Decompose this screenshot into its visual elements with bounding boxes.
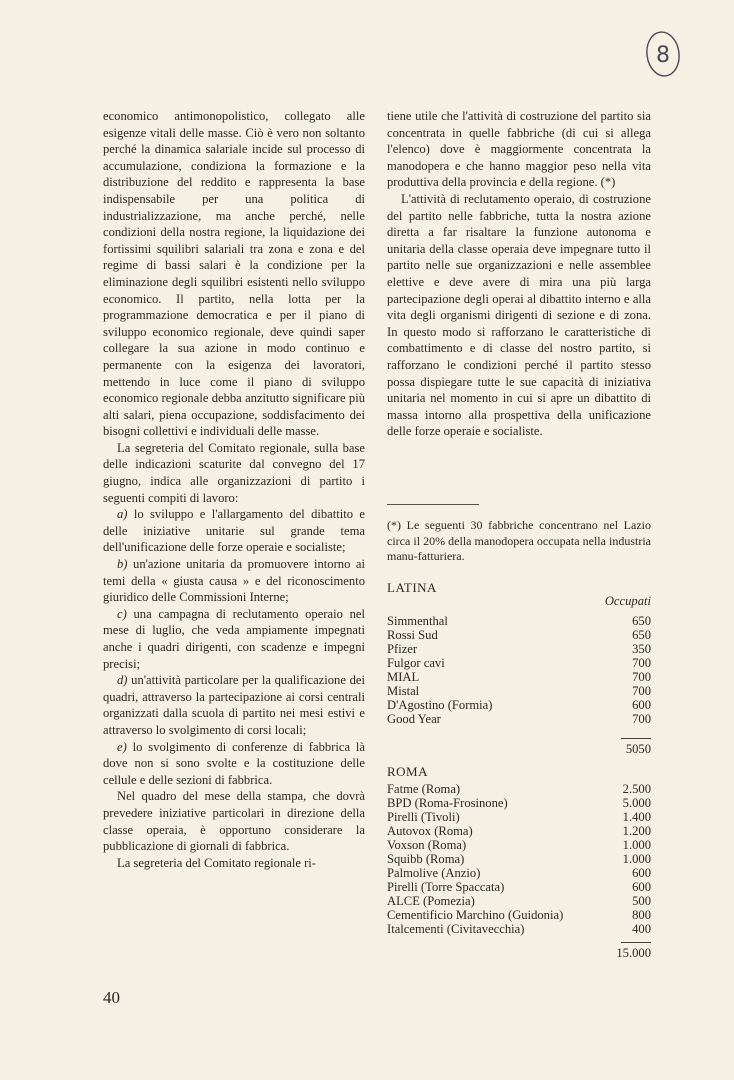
latina-sum-line [621, 738, 651, 739]
right-paragraph-1: tiene utile che l'attività di costruzione del partito sia concentrata in quelle fabbriche (di cui si allega l'elenco) dove è maggiormente concentrata la manodopera e che hanno maggior peso nella vita produttiva della provincia e della regione. (*) [387, 109, 651, 190]
section-heading-roma: ROMA [387, 764, 429, 779]
left-column [103, 108, 365, 871]
table-row [387, 642, 651, 656]
factory-name: Italcementi (Civitavecchia) [387, 922, 525, 936]
section-heading-latina: LATINA [387, 580, 437, 595]
task-item-letter: b) [117, 557, 128, 572]
roma-total: 15.000 [616, 946, 651, 960]
factory-employees: 1.400 [622, 810, 651, 824]
left-paragraph-4: La segreteria del Comitato regionale ri- [117, 855, 316, 870]
table-row [387, 628, 651, 642]
table-row [387, 838, 651, 852]
factory-name: Pirelli (Torre Spaccata) [387, 880, 505, 894]
factory-employees: 350 [632, 642, 651, 656]
table-row [387, 782, 651, 796]
table-row [387, 684, 651, 698]
page-number: 40 [103, 988, 120, 1007]
factory-employees: 1.200 [622, 824, 651, 838]
table-row [387, 852, 651, 866]
factory-employees: 1.000 [622, 838, 651, 852]
task-item-text: lo sviluppo e l'allargamento del dibattito e delle iniziative unitarie sul grande tema dell'unificazione delle forze operaie e socialiste; [103, 507, 365, 555]
task-item-letter: e) [117, 739, 127, 754]
factory-name: Pfizer [387, 642, 418, 656]
table-row [387, 810, 651, 824]
task-item-text: un'azione unitaria da promuovere intorno ai temi della « giusta causa » e del riconoscimento giuridico delle Commissioni Interne; [103, 557, 365, 605]
table-row [387, 712, 651, 726]
factory-employees: 500 [632, 894, 651, 908]
factory-employees: 650 [632, 628, 651, 642]
table-row [387, 894, 651, 908]
factory-name: Simmenthal [387, 614, 448, 628]
factory-name: Rossi Sud [387, 628, 438, 642]
right-column [387, 108, 651, 440]
task-item-letter: c) [117, 606, 127, 621]
factory-employees: 700 [632, 656, 651, 670]
factory-employees: 700 [632, 670, 651, 684]
footnote: (*) Le seguenti 30 fabbriche concentrano nel Lazio circa il 20% della manodopera occupata nella industria manu-fatturiera. [387, 518, 651, 563]
task-item-b [103, 556, 365, 606]
task-item-d [103, 672, 365, 738]
factory-name: MIAL [387, 670, 420, 684]
table-row [387, 656, 651, 670]
factory-name: Good Year [387, 712, 441, 726]
factory-employees: 800 [632, 908, 651, 922]
task-item-letter: d) [117, 673, 128, 688]
roma-sum-line [621, 942, 651, 943]
table-row [387, 824, 651, 838]
footnote-divider [387, 504, 479, 505]
factory-employees: 1.000 [622, 852, 651, 866]
factory-name: Cementificio Marchino (Guidonia) [387, 908, 564, 922]
task-item-text: lo svolgimento di conferenze di fabbrica là dove non si sono svolte e la costituzione delle cellule e delle sezioni di fabbrica. [103, 739, 365, 787]
factory-name: Fulgor cavi [387, 656, 445, 670]
table-row [387, 866, 651, 880]
factory-name: Pirelli (Tivoli) [387, 810, 460, 824]
factory-employees: 700 [632, 684, 651, 698]
left-paragraph-2: La segreteria del Comitato regionale, sulla base delle indicazioni scaturite dal convegno del 17 giugno, indica alle organizzazioni di partito i seguenti compiti di lavoro: [103, 440, 365, 505]
right-paragraph-2: L'attività di reclutamento operaio, di costruzione del partito nelle fabbriche, tutta la nostra azione diretta a far risaltare la funzione autonoma e unitaria della classe operaia deve impegnare tutto il partito nelle sue organizzazioni e nelle assemblee elettive e deve avere di mira una più larga partecipazione degli operai al dibattito interno e alla vita degli organismi dirigenti di sezione e di zona. In questo modo si rafforzano le caratteristiche di combattimento e di classe del nostro partito, si rafforzano le condizioni perché il partito stesso possa dispiegare tutte le sue capacità di iniziativa unitaria nel momento in cui si apre un dibattito di massa intorno alla prospettiva della unificazione delle forze operaie e socialiste. [387, 191, 651, 439]
table-row [387, 614, 651, 628]
occupati-column-header: Occupati [604, 594, 651, 608]
table-row [387, 908, 651, 922]
table-row [387, 670, 651, 684]
factory-employees: 650 [632, 614, 651, 628]
table-row [387, 698, 651, 712]
factory-employees: 600 [632, 866, 651, 880]
left-paragraph-3: Nel quadro del mese della stampa, che dovrà prevedere iniziative particolari in direzione della classe operaia, è opportuno considerare la pubblicazione di giornali di fabbrica. [103, 789, 365, 854]
factory-name: Mistal [387, 684, 420, 698]
factory-employees: 600 [632, 880, 651, 894]
factory-name: Fatme (Roma) [387, 782, 461, 796]
roma-factory-table [387, 782, 651, 936]
factory-name: Voxson (Roma) [387, 838, 467, 852]
handwritten-page-mark [643, 28, 683, 80]
left-paragraph-1: economico antimonopolistico, collegato alle esigenze vitali delle masse. Ciò è vero non soltanto perché la dinamica salariale incide sul processo di accumulazione, condiziona la formazione e la distribuzione del reddito e rappresenta la base indispensabile per una politica di industrializzazione, ma anche perché, nelle condizioni della nostra regione, la liquidazione dei fortissimi squilibri salariali tra zona e zona e del regime di bassi salari è la condizione per la eliminazione degli squilibri esistenti nello sviluppo economico. Il partito, nella lotta per la programmazione democratica e per il piano di sviluppo economico regionale, deve quindi saper collegare la sua azione in modo continuo e permanente con la esigenza dei lavoratori, mettendo in luce come il piano di sviluppo economico regionale debba anzitutto significare più alti salari, piena occupazione, soddisfacimento dei bisogni collettivi e individuali delle masse. [103, 109, 365, 439]
factory-name: ALCE (Pomezia) [387, 894, 475, 908]
factory-employees: 2.500 [622, 782, 651, 796]
factory-name: Autovox (Roma) [387, 824, 473, 838]
task-item-c [103, 606, 365, 672]
latina-total: 5050 [625, 742, 651, 756]
factory-name: BPD (Roma-Frosinone) [387, 796, 508, 810]
task-item-text: un'attività particolare per la qualificazione dei quadri, attraverso la partecipazione ai corsi centrali organizzati dalla scuola di partito nei mesi estivi e attraverso lo svolgimento di corsi locali; [103, 673, 365, 737]
task-item-a [103, 506, 365, 556]
factory-employees: 600 [632, 698, 651, 712]
table-row [387, 922, 651, 936]
task-item-letter: a) [117, 507, 128, 522]
table-row [387, 796, 651, 810]
handwritten-mark-number: 8 [656, 43, 670, 68]
factory-name: D'Agostino (Formia) [387, 698, 493, 712]
latina-factory-table [387, 614, 651, 726]
factory-employees: 700 [632, 712, 651, 726]
factory-employees: 400 [632, 922, 651, 936]
factory-name: Palmolive (Anzio) [387, 866, 481, 880]
task-item-e [103, 739, 365, 789]
table-row [387, 880, 651, 894]
factory-employees: 5.000 [622, 796, 651, 810]
factory-name: Squibb (Roma) [387, 852, 465, 866]
task-item-text: una campagna di reclutamento operaio nel mese di luglio, che veda ampiamente impegnati anche i quadri dirigenti, con scadenze e impegni precisi; [103, 606, 365, 671]
